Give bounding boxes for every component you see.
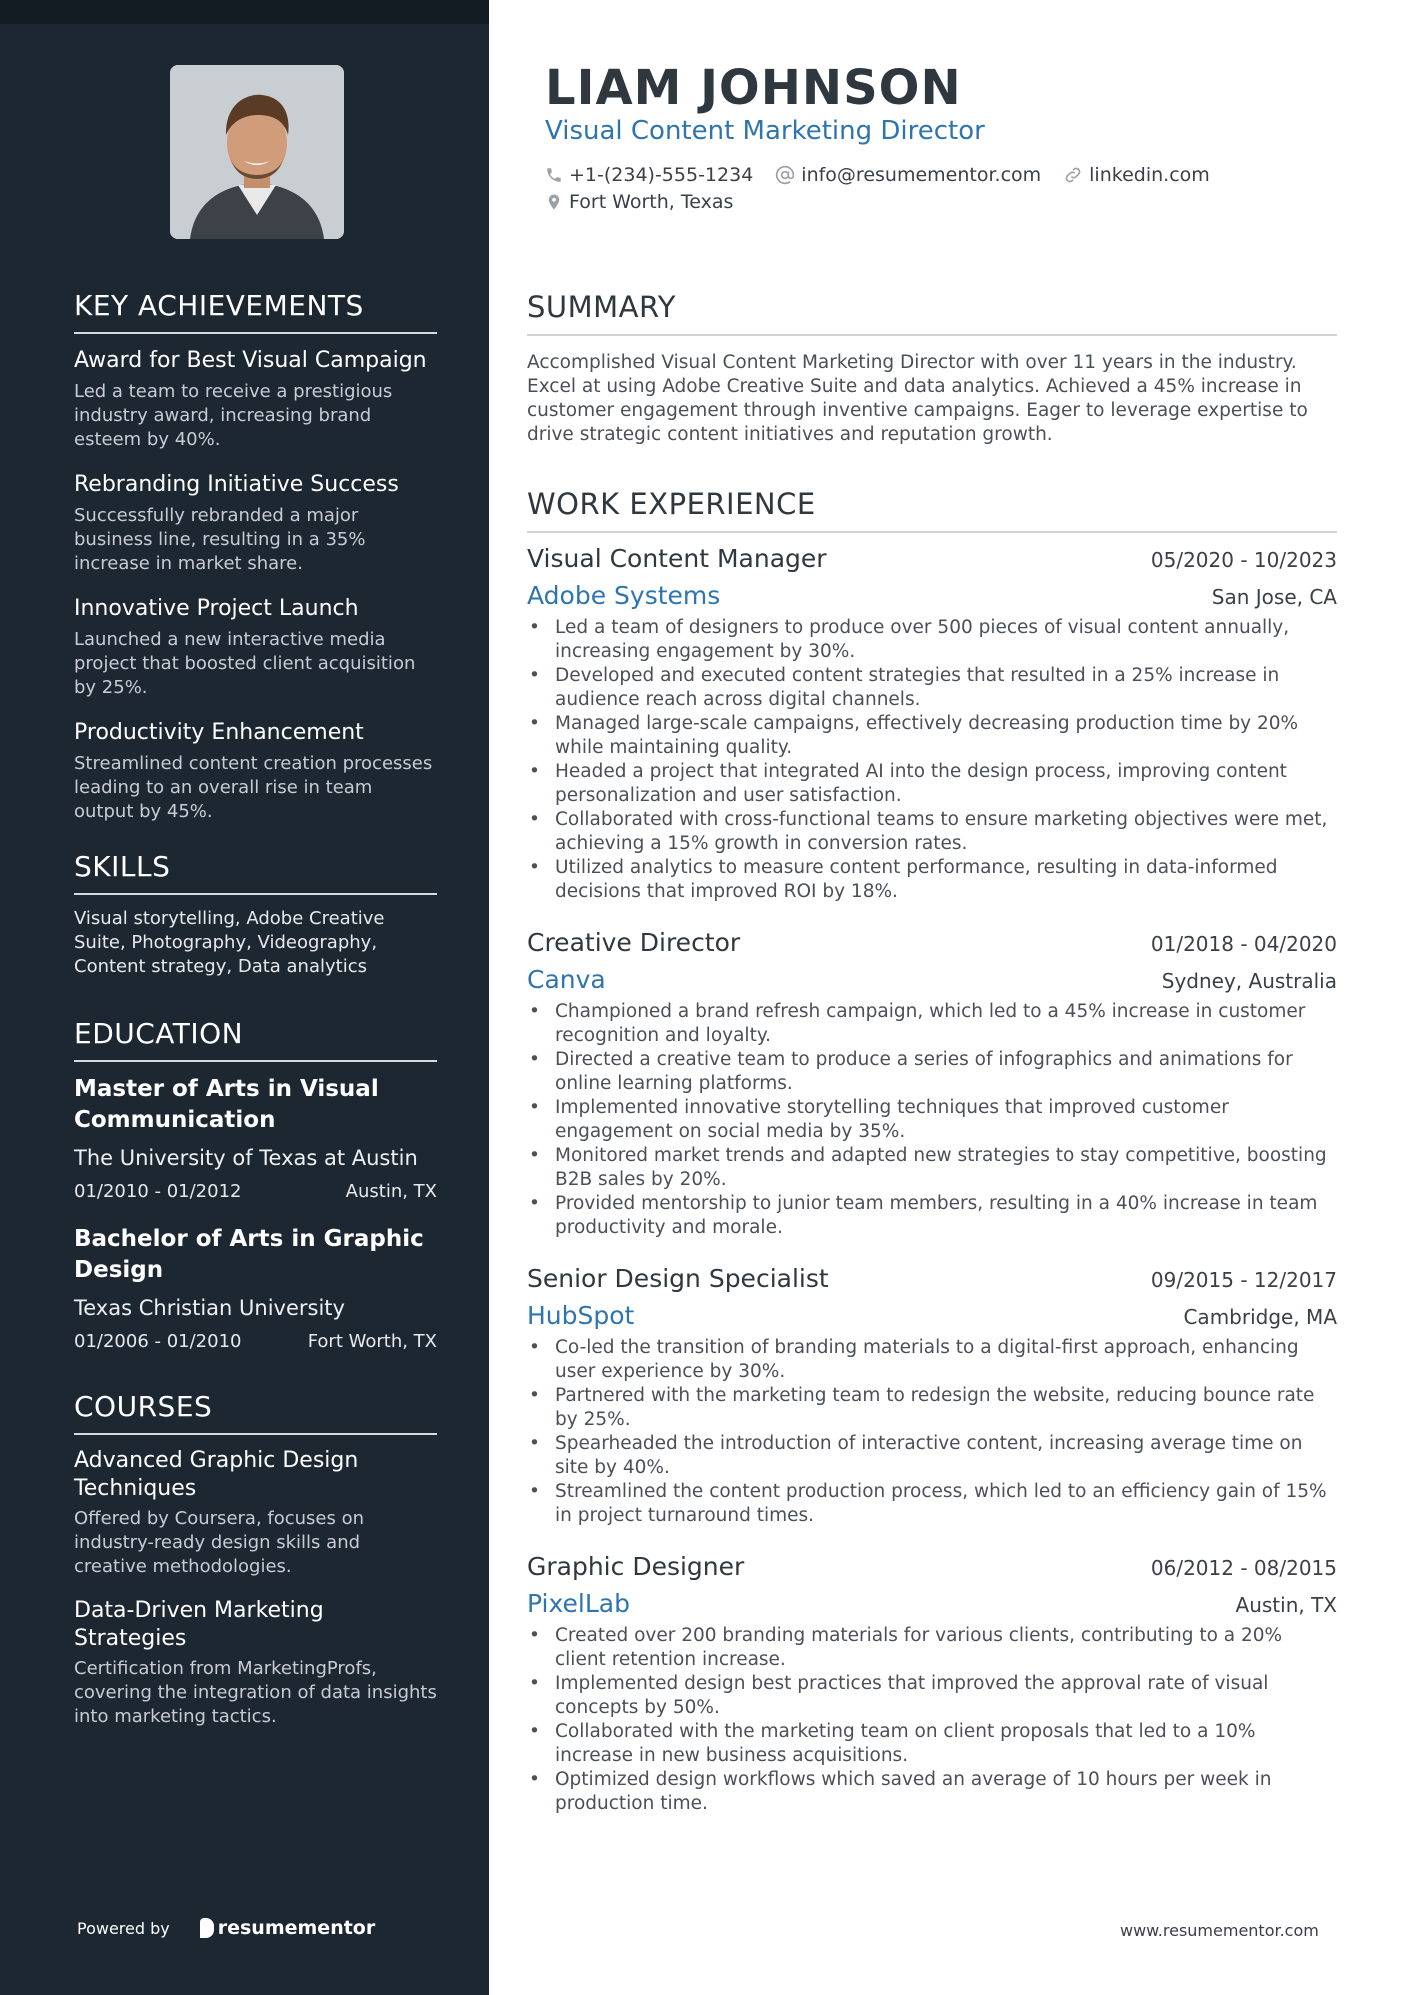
skills-heading: SKILLS [74,850,437,895]
link-icon [1063,165,1083,185]
job-company: Adobe Systems [527,581,721,610]
job-dates: 05/2020 - 10/2023 [1150,548,1337,572]
brand-logo-icon [200,1918,214,1938]
job-bullet: • Created over 200 branding materials for various clients, contributing to a 20% client retention increase. [527,1624,1337,1672]
job-bullet: • Implemented design best practices that improved the approval rate of visual concepts by 50%. [527,1672,1337,1720]
achievement-item [74,594,437,700]
job-dates: 09/2015 - 12/2017 [1150,1268,1337,1292]
job-bullet: • Developed and executed content strategies that resulted in a 25% increase in audience reach across digital channels. [527,664,1337,712]
education-item [74,1224,437,1354]
job-bullet: • Championed a brand refresh campaign, which led to a 45% increase in customer recognition and loyalty. [527,1000,1337,1048]
job-bullets [527,1000,1337,1240]
job-bullets [527,1336,1337,1528]
sidebar-content [74,289,437,1747]
achievement-title: Award for Best Visual Campaign [74,348,427,373]
job-bullet: • Implemented innovative storytelling techniques that improved customer engagement on social media by 35%. [527,1096,1337,1144]
education-item [74,1074,437,1204]
education-dates: 01/2010 - 01/2012 [74,1181,242,1202]
job-company: PixelLab [527,1589,630,1618]
sidebar-top-band [0,0,489,24]
job-bullet: • Collaborated with cross-functional teams to ensure marketing objectives were met, achieving a 15% growth in conversion rates. [527,808,1337,856]
phone-icon [545,166,563,184]
job-entry [527,1264,1337,1528]
email-text: info@resumementor.com [801,164,1042,186]
candidate-title: Visual Content Marketing Director [545,116,985,146]
contact-phone[interactable] [545,164,753,186]
job-bullet: • Optimized design workflows which saved an average of 10 hours per week in production time. [527,1768,1337,1816]
job-subheader [527,1301,1337,1330]
job-bullet: • Utilized analytics to measure content performance, resulting in data-informed decisions that improved ROI by 18%. [527,856,1337,904]
job-header [527,928,1337,957]
footer-website[interactable]: www.resumementor.com [1120,1921,1319,1940]
education-meta [74,1180,437,1204]
contact-row [545,164,1232,186]
job-title: Creative Director [527,928,741,957]
brand-logo[interactable] [200,1917,376,1939]
course-title: Data-Driven Marketing Strategies [74,1598,324,1651]
education-location: Fort Worth, TX [307,1331,437,1352]
job-company: Canva [527,965,606,994]
education-dates: 01/2006 - 01/2010 [74,1331,242,1352]
job-subheader [527,965,1337,994]
summary-heading: SUMMARY [527,290,1337,336]
phone-text: +1-(234)-555-1234 [569,164,754,186]
candidate-name: LIAM JOHNSON [545,60,962,116]
job-bullets [527,1624,1337,1816]
achievement-description: Launched a new interactive media project that boosted client acquisition by 25%. [74,629,416,698]
job-location: Austin, TX [1235,1593,1337,1617]
job-bullet: • Led a team of designers to produce over 500 pieces of visual content annually, increasing engagement by 30%. [527,616,1337,664]
achievement-description: Streamlined content creation processes leading to an overall rise in team output by 45%. [74,753,433,822]
job-subheader [527,581,1337,610]
job-entry [527,544,1337,904]
location-pin-icon [545,192,563,212]
achievement-title: Rebranding Initiative Success [74,472,399,497]
summary-text: Accomplished Visual Content Marketing Director with over 11 years in the industry. Excel at using Adobe Creative Suite and data analytics. Achieved a 45% increase in customer engagement through inventive campaigns. Eager to leverage expertise to drive strategic content initiatives and reputation growth. [527,352,1308,445]
achievement-title: Innovative Project Launch [74,596,359,621]
job-title: Senior Design Specialist [527,1264,829,1293]
course-item [74,1447,437,1579]
job-bullet: • Monitored market trends and adapted new strategies to stay competitive, boosting B2B sales by 20%. [527,1144,1337,1192]
job-header [527,1552,1337,1581]
contact-linkedin[interactable] [1063,164,1210,186]
achievements-heading: KEY ACHIEVEMENTS [74,289,437,334]
education-school: The University of Texas at Austin [74,1146,418,1170]
achievement-title: Productivity Enhancement [74,720,364,745]
achievement-description: Successfully rebranded a major business line, resulting in a 35% increase in market share. [74,505,366,574]
education-heading: EDUCATION [74,1017,437,1062]
job-entry [527,928,1337,1240]
experience-heading: WORK EXPERIENCE [527,487,1337,533]
course-title: Advanced Graphic Design Techniques [74,1448,359,1501]
education-school: Texas Christian University [74,1296,345,1320]
job-location: Sydney, Australia [1161,969,1337,993]
linkedin-text: linkedin.com [1089,164,1210,186]
job-bullet: • Directed a creative team to produce a series of infographics and animations for online learning platforms. [527,1048,1337,1096]
job-bullet: • Headed a project that integrated AI into the design process, improving content personalization and user satisfaction. [527,760,1337,808]
education-meta [74,1330,437,1354]
job-header [527,544,1337,573]
education-degree: Bachelor of Arts in Graphic Design [74,1226,424,1283]
job-title: Graphic Designer [527,1552,745,1581]
job-bullet: • Spearheaded the introduction of interactive content, increasing average time on site by 40%. [527,1432,1337,1480]
brand-name: resumementor [217,1917,376,1939]
courses-heading: COURSES [74,1390,437,1435]
contact-row-location [545,191,755,213]
job-company: HubSpot [527,1301,635,1330]
job-dates: 01/2018 - 04/2020 [1150,932,1337,956]
skills-list: Visual storytelling, Adobe Creative Suite, Photography, Videography, Content strategy, Data analytics [74,908,385,977]
powered-by [77,1917,375,1939]
course-description: Certification from MarketingProfs, covering the integration of data insights into marketing tactics. [74,1658,437,1727]
job-bullet: • Provided mentorship to junior team members, resulting in a 40% increase in team productivity and morale. [527,1192,1337,1240]
achievement-description: Led a team to receive a prestigious industry award, increasing brand esteem by 40%. [74,381,393,450]
job-subheader [527,1589,1337,1618]
job-bullets [527,616,1337,904]
contact-location [545,191,733,213]
job-bullet: • Collaborated with the marketing team on client proposals that led to a 10% increase in new business acquisitions. [527,1720,1337,1768]
job-entry [527,1552,1337,1816]
course-item [74,1597,437,1729]
at-icon [775,165,795,185]
job-header [527,1264,1337,1293]
education-degree: Master of Arts in Visual Communication [74,1076,379,1133]
job-dates: 06/2012 - 08/2015 [1150,1556,1337,1580]
profile-photo [170,65,344,239]
achievement-item [74,470,437,576]
job-title: Visual Content Manager [527,544,827,573]
job-bullet: • Partnered with the marketing team to redesign the website, reducing bounce rate by 25%. [527,1384,1337,1432]
job-location: San Jose, CA [1211,585,1337,609]
job-location: Cambridge, MA [1183,1305,1337,1329]
contact-email[interactable] [775,164,1041,186]
location-text: Fort Worth, Texas [569,191,734,213]
course-description: Offered by Coursera, focuses on industry-ready design skills and creative methodologies. [74,1508,365,1577]
sidebar [0,0,489,1995]
powered-by-label: Powered by [77,1918,170,1938]
achievement-item [74,346,437,452]
education-location: Austin, TX [345,1181,437,1202]
job-bullet: • Streamlined the content production process, which led to an efficiency gain of 15% in project turnaround times. [527,1480,1337,1528]
achievement-item [74,718,437,824]
job-bullet: • Managed large-scale campaigns, effectively decreasing production time by 20% while maintaining quality. [527,712,1337,760]
job-bullet: • Co-led the transition of branding materials to a digital-first approach, enhancing user experience by 30%. [527,1336,1337,1384]
